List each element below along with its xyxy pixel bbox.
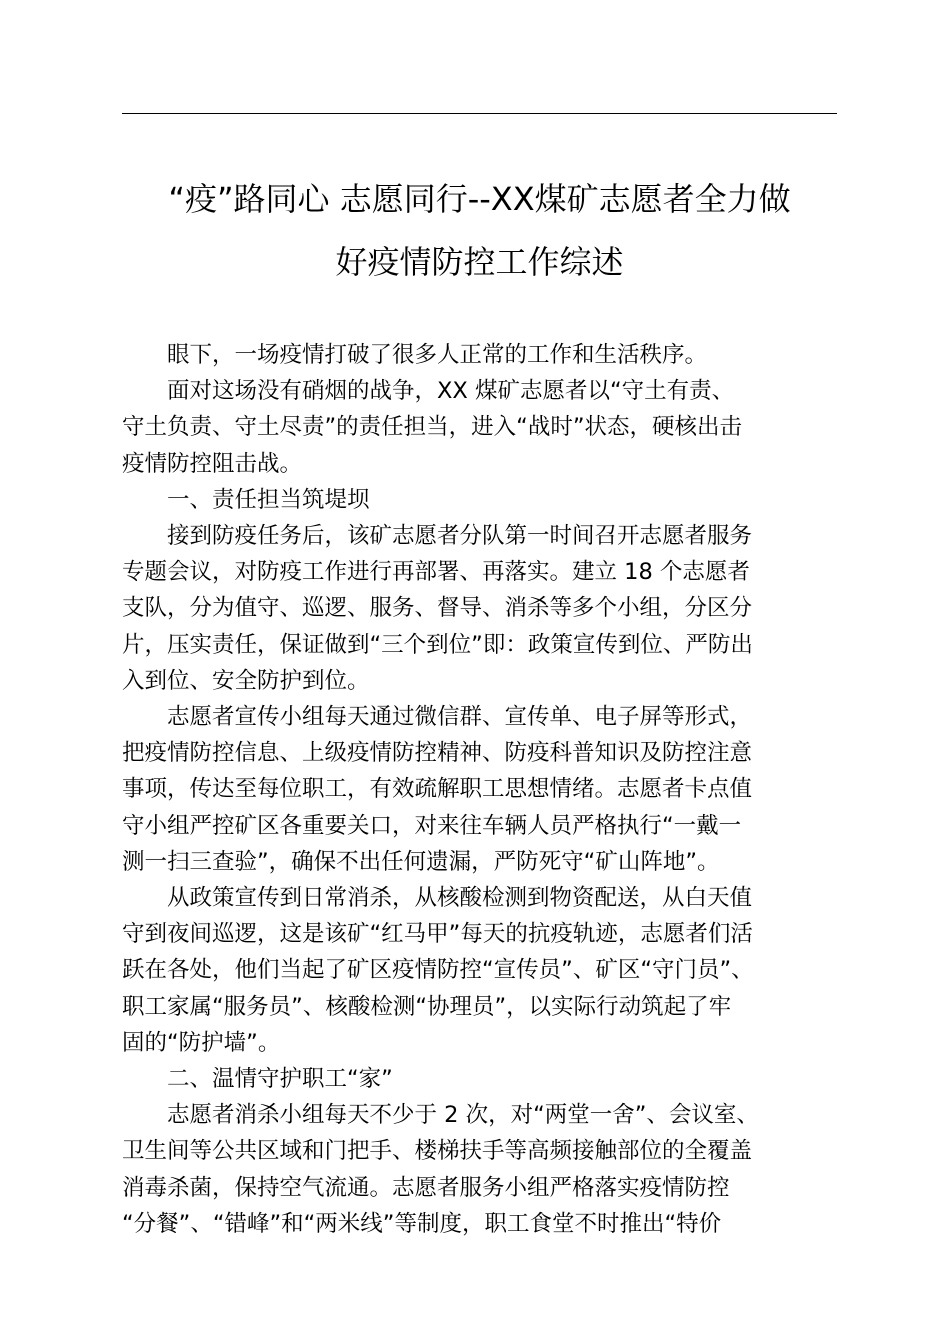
title-line-1: “疫”路同心 志愿同行--XX煤矿志愿者全力做: [168, 180, 791, 218]
title-line-2: 好疫情防控工作综述: [335, 243, 624, 281]
body-line: 面对这场没有硝烟的战争，XX 煤矿志愿者以“守土有责、: [167, 378, 735, 405]
header-rule: [122, 113, 837, 114]
body-line: 固的“防护墙”。: [122, 1029, 281, 1056]
body-line: 事项，传达至每位职工，有效疏解职工思想情绪。志愿者卡点值: [122, 776, 753, 803]
body-line: 卫生间等公共区域和门把手、楼梯扶手等高频接触部位的全覆盖: [122, 1138, 753, 1165]
body-line: 入到位、安全防护到位。: [122, 667, 370, 694]
body-line: 支队，分为值守、巡逻、服务、督导、消杀等多个小组，分区分: [122, 595, 753, 622]
section-heading-1: 一、责任担当筑堤坝: [167, 486, 370, 513]
body-line: 消毒杀菌，保持空气流通。志愿者服务小组严格落实疫情防控: [122, 1174, 730, 1201]
body-line: 测一扫三查验”，确保不出任何遗漏，严防死守“矿山阵地”。: [122, 848, 720, 875]
body-line: 从政策宣传到日常消杀，从核酸检测到物资配送，从白天值: [167, 885, 753, 912]
body-line: 守土负责、守土尽责”的责任担当，进入“战时”状态，硬核出击: [122, 414, 742, 441]
body-line: “分餐”、“错峰”和“两米线”等制度，职工食堂不时推出“特价: [122, 1210, 722, 1237]
body-line: 眼下，一场疫情打破了很多人正常的工作和生活秩序。: [167, 342, 708, 368]
body-line: 专题会议，对防疫工作进行再部署、再落实。建立 18 个志愿者: [122, 559, 750, 586]
body-line: 守到夜间巡逻，这是该矿“红马甲”每天的抗疫轨迹，志愿者们活: [122, 921, 753, 948]
body-line: 守小组严控矿区各重要关口，对来往车辆人员严格执行“一戴一: [122, 812, 742, 839]
body-line: 职工家属“服务员”、核酸检测“协理员”，以实际行动筑起了牢: [122, 993, 732, 1020]
body-line: 片，压实责任，保证做到“三个到位”即：政策宣传到位、严防出: [122, 631, 753, 658]
body-line: 疫情防控阻击战。: [122, 450, 303, 477]
document-body: [122, 337, 837, 1242]
body-line: 志愿者宣传小组每天通过微信群、宣传单、电子屏等形式，: [167, 704, 753, 731]
body-line: 接到防疫任务后，该矿志愿者分队第一时间召开志愿者服务: [167, 523, 753, 550]
body-line: 把疫情防控信息、上级疫情防控精神、防疫科普知识及防控注意: [122, 740, 753, 767]
document-title: [122, 168, 837, 294]
body-line: 志愿者消杀小组每天不少于 2 次，对“两堂一舍”、会议室、: [167, 1102, 759, 1129]
body-line: 跃在各处，他们当起了矿区疫情防控“宣传员”、矿区“守门员”、: [122, 957, 754, 984]
section-heading-2: 二、温情守护职工“家”: [167, 1066, 393, 1093]
